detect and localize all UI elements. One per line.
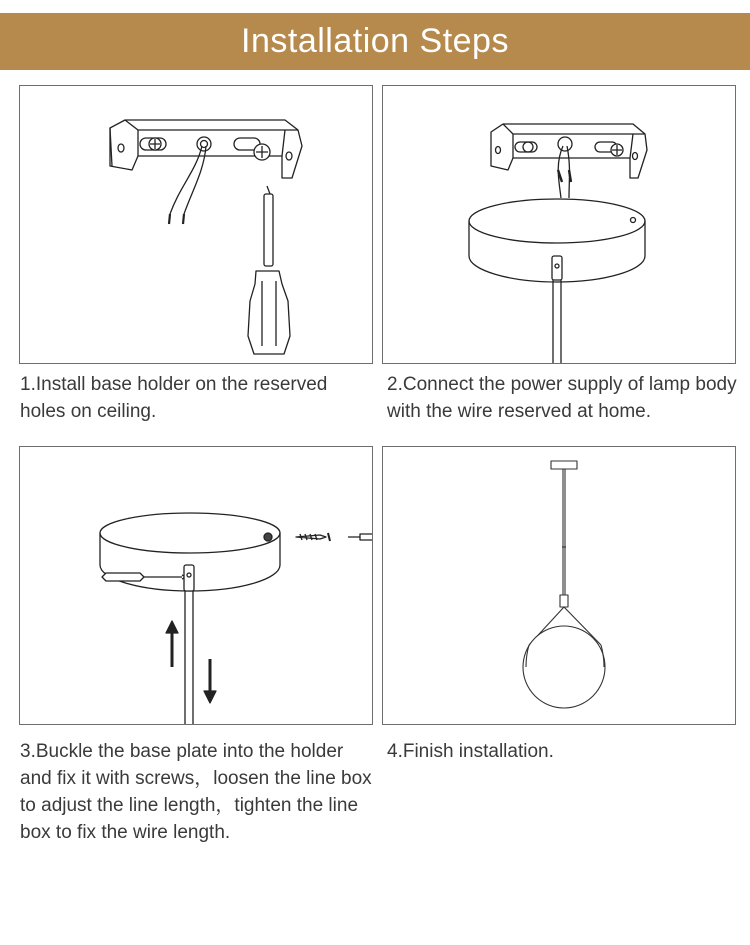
step-1-illustration bbox=[19, 85, 373, 364]
step-1-caption: 1.Install base holder on the reserved holes on ceiling. bbox=[20, 374, 328, 422]
step-2-caption: 2.Connect the power supply of lamp body with the wire reserved at home. bbox=[387, 374, 737, 422]
step-4-caption: 4.Finish installation. bbox=[387, 741, 554, 762]
canopy-wire-connection-drawing bbox=[383, 86, 736, 364]
step-3-illustration bbox=[19, 446, 373, 725]
page-title-banner bbox=[0, 13, 750, 70]
step-4-illustration bbox=[382, 446, 736, 725]
canopy-screw-adjust-drawing bbox=[20, 447, 373, 725]
page-title: Installation Steps bbox=[241, 22, 509, 60]
step-2-illustration bbox=[382, 85, 736, 364]
step-3-caption: 3.Buckle the base plate into the holder and fix it with screws，loosen the line box to adjust the line length，tighten the line box to fix the wire length. bbox=[20, 741, 372, 843]
base-holder-screwdriver-drawing bbox=[20, 86, 373, 364]
finished-pendant-lamp-drawing bbox=[383, 447, 736, 725]
